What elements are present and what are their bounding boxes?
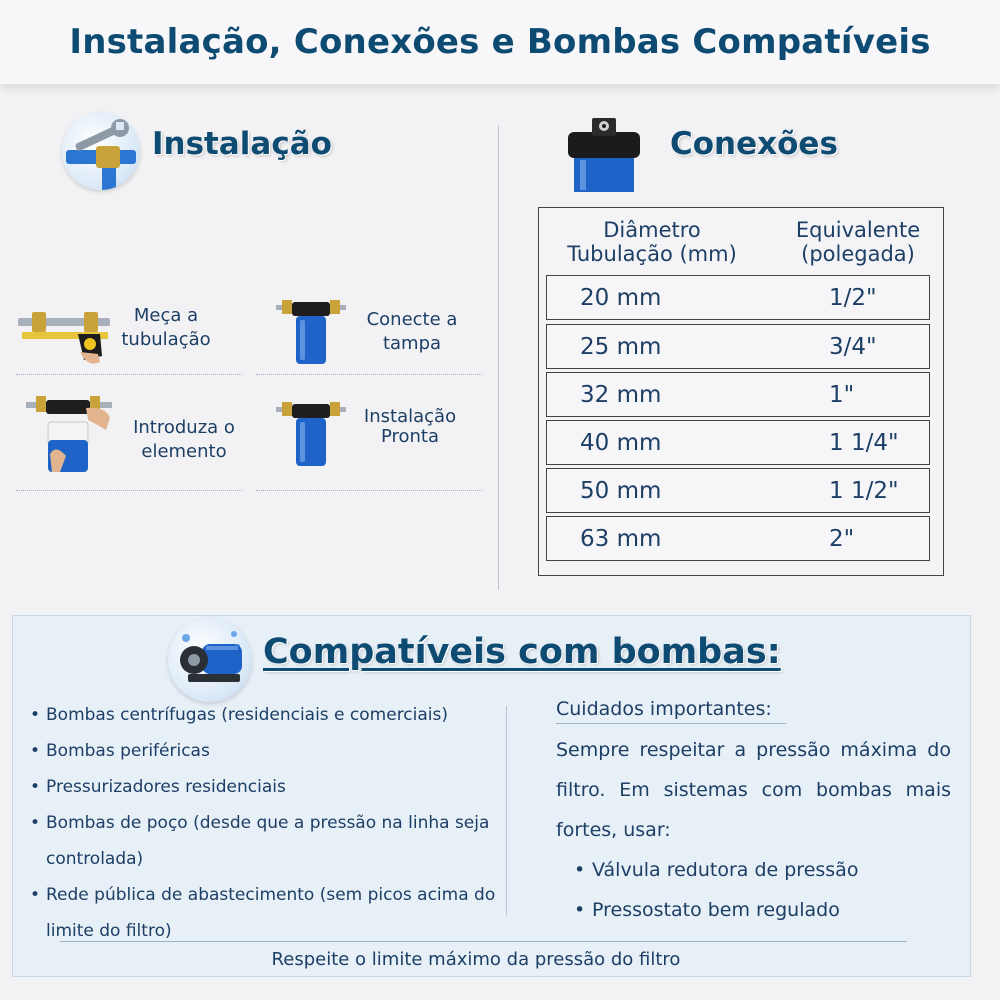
table-cell-inch: 2" [829, 526, 855, 552]
table-cell-inch: 1/2" [829, 285, 877, 311]
installation-ready-image [276, 400, 346, 468]
table-cell-mm: 25 mm [580, 334, 662, 360]
connect-cap-image [276, 298, 346, 366]
wrench-pipe-icon [62, 112, 140, 190]
table-row [546, 468, 930, 513]
list-item: • Válvula redutora de pressão [574, 850, 858, 890]
pumps-title: Compatíveis com bombas: [263, 632, 781, 672]
list-item: • Rede pública de abastecimento (sem picos acima do limite do filtro) [30, 877, 500, 949]
insert-element-image [26, 394, 112, 474]
table-cell-inch: 1" [829, 382, 855, 408]
table-row [546, 372, 930, 417]
header-banner [0, 0, 1000, 84]
table-cell-mm: 32 mm [580, 382, 662, 408]
table-header-equivalent: Equivalente (polegada) [795, 218, 921, 266]
table-header-diameter: Diâmetro Tubulação (mm) [567, 218, 737, 266]
installation-title: Instalação [152, 126, 332, 162]
footer-note: Respeite o limite máximo da pressão do filtro [271, 949, 681, 970]
care-title: Cuidados importantes: [556, 698, 772, 720]
footer-divider [60, 941, 907, 942]
care-list [574, 850, 858, 930]
filter-housing-icon [566, 112, 642, 192]
table-cell-mm: 40 mm [580, 430, 662, 456]
pumps-divider [506, 706, 507, 916]
list-item: • Bombas periféricas [30, 733, 500, 769]
table-cell-mm: 63 mm [580, 526, 662, 552]
pump-list [30, 697, 500, 949]
measure-pipe-image [18, 304, 110, 370]
water-pump-icon [168, 618, 252, 702]
table-row [546, 516, 930, 561]
step-insert-label: Introduza o elemento [133, 417, 235, 462]
section-divider [498, 125, 499, 590]
step-measure-label: Meça a tubulação [121, 305, 211, 350]
list-item: • Bombas centrífugas (residenciais e comerciais) [30, 697, 500, 733]
table-row [546, 420, 930, 465]
step-separator [16, 374, 242, 375]
connections-title: Conexões [670, 126, 838, 162]
step-separator [256, 374, 482, 375]
list-item: • Pressostato bem regulado [574, 890, 858, 930]
table-cell-inch: 3/4" [829, 334, 877, 360]
table-row [546, 324, 930, 369]
list-item: • Pressurizadores residenciais [30, 769, 500, 805]
list-item: • Bombas de poço (desde que a pressão na linha seja controlada) [30, 805, 500, 877]
table-cell-inch: 1 1/2" [829, 478, 899, 504]
step-ready-label: Instalação Pronta [363, 406, 457, 447]
step-separator [256, 490, 482, 491]
step-separator [16, 490, 242, 491]
page-title: Instalação, Conexões e Bombas Compatíveis [69, 22, 931, 62]
table-cell-inch: 1 1/4" [829, 430, 899, 456]
table-cell-mm: 50 mm [580, 478, 662, 504]
table-cell-mm: 20 mm [580, 285, 662, 311]
table-row [546, 275, 930, 320]
care-text: Sempre respeitar a pressão máxima do filtro. Em sistemas com bombas mais fortes, usar: [556, 739, 951, 841]
step-connect-label: Conecte a tampa [366, 309, 458, 354]
care-title-underline [556, 723, 786, 724]
